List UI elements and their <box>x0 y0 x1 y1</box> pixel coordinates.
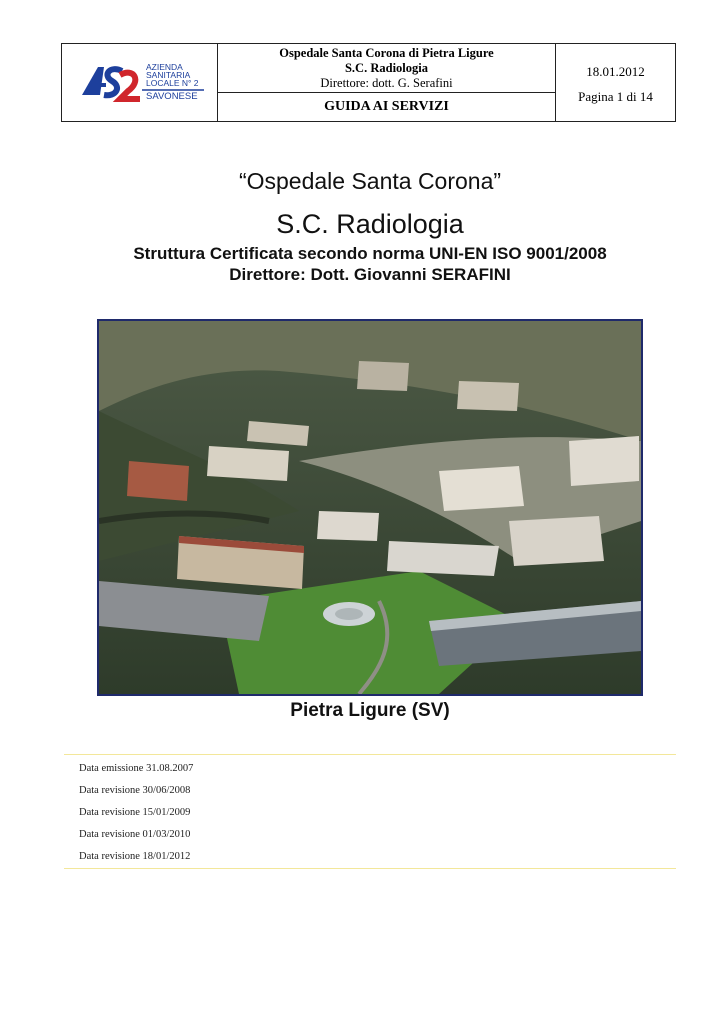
revision-row: Data revisione 18/01/2012 <box>79 851 191 862</box>
page-title: S.C. Radiologia <box>276 209 464 239</box>
revision-row: Data emissione 31.08.2007 <box>79 763 194 774</box>
location-caption: Pietra Ligure (SV) <box>290 700 450 721</box>
subtitle-block <box>0 243 724 285</box>
document-header <box>61 43 676 122</box>
logo-line-2: SANITARIA <box>146 70 191 80</box>
header-center-cell <box>218 44 556 121</box>
header-info <box>218 44 555 93</box>
document-title: GUIDA AI SERVIZI <box>324 99 449 114</box>
director-full-line: Direttore: Dott. Giovanni SERAFINI <box>229 265 511 284</box>
aerial-hospital-photo <box>97 319 643 696</box>
revision-history <box>64 754 676 869</box>
department-name: S.C. Radiologia <box>344 61 428 75</box>
logo-line-4: SAVONESE <box>146 91 198 102</box>
document-date: 18.01.2012 <box>586 64 645 79</box>
logo-mark-text: ASL 2 <box>76 61 79 62</box>
logo-cell <box>62 44 218 121</box>
hospital-name: Ospedale Santa Corona di Pietra Ligure <box>279 46 494 60</box>
revision-row: Data revisione 01/03/2010 <box>79 829 191 840</box>
aerial-photo-illustration <box>99 321 641 694</box>
revision-row: Data revisione 15/01/2009 <box>79 807 191 818</box>
header-right-cell <box>556 44 675 121</box>
asl2-logo <box>76 61 206 105</box>
page-number: Pagina 1 di 14 <box>578 89 653 104</box>
certification-line: Struttura Certificata secondo norma UNI-EN ISO 9001/2008 <box>133 244 607 263</box>
hospital-quote-title: “Ospedale Santa Corona” <box>238 168 502 194</box>
logo-line-3: LOCALE N° 2 <box>146 78 199 88</box>
revision-row: Data revisione 30/06/2008 <box>79 785 191 796</box>
logo-line-1: AZIENDA <box>146 62 183 72</box>
director-line: Direttore: dott. G. Serafini <box>320 76 453 90</box>
